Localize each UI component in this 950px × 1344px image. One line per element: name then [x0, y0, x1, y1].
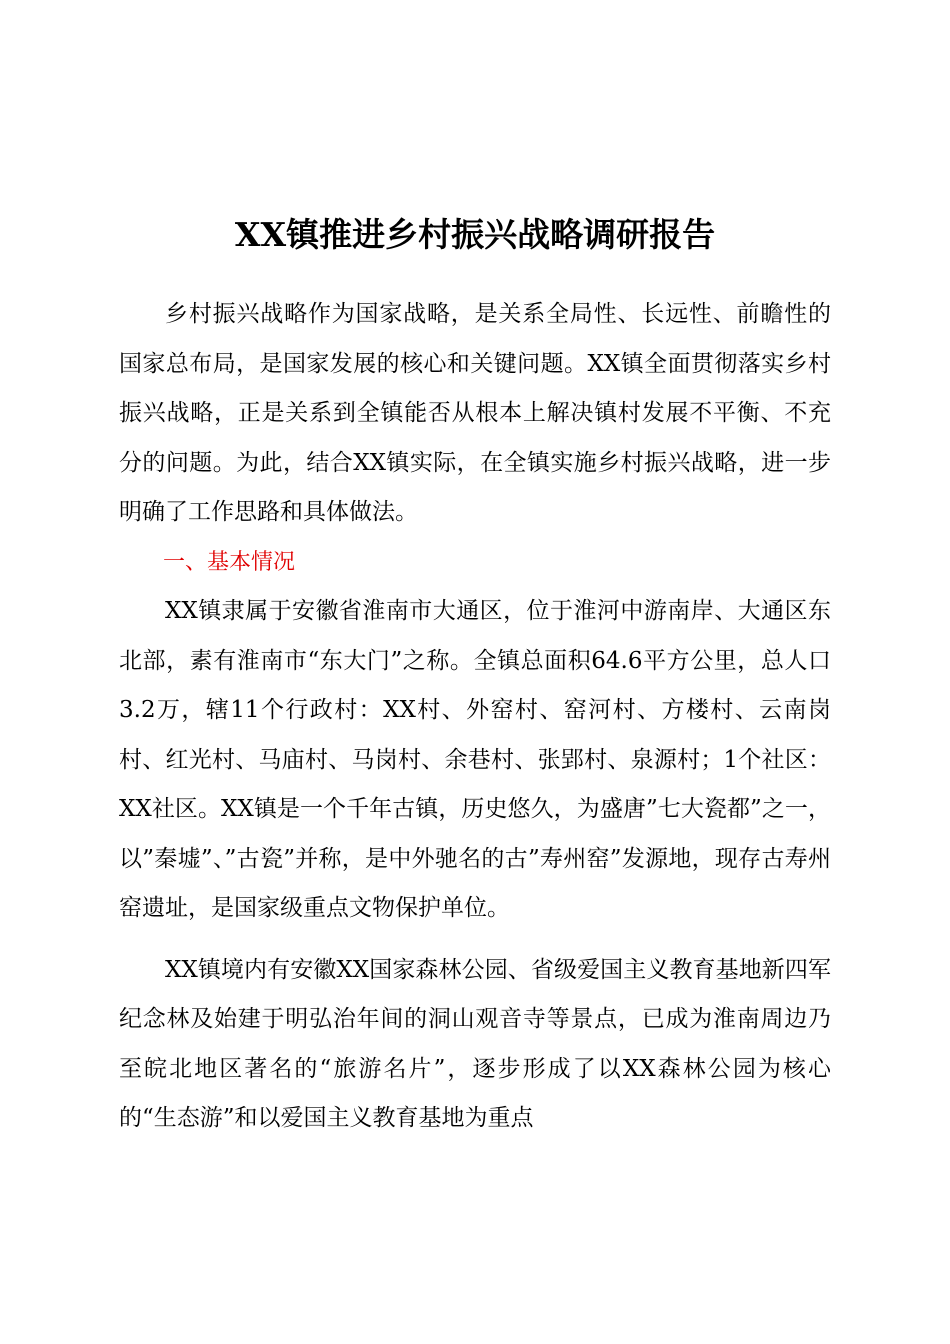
- paragraph-tourism: XX镇境内有安徽XX国家森林公园、省级爱国主义教育基地新四军纪念林及始建于明弘治年间的洞山观音寺等景点，已成为淮南周边乃至皖北地区著名的“旅游名片”，逐步形成了以XX森林公园为核心的“生态游”和以爱国主义教育基地为重点: [119, 956, 831, 1131]
- paragraph-intro: 乡村振兴战略作为国家战略，是关系全局性、长远性、前瞻性的国家总布局，是国家发展的核心和关键问题。XX镇全面贯彻落实乡村振兴战略，正是关系到全镇能否从根本上解决镇村发展不平衡、不充分的问题。为此，结合XX镇实际，在全镇实施乡村振兴战略，进一步明确了工作思路和具体做法。: [119, 301, 831, 525]
- document-body: [119, 290, 831, 1144]
- document-title: XX镇推进乡村振兴战略调研报告: [234, 215, 716, 254]
- paragraph-basic-info: XX镇隶属于安徽省淮南市大通区，位于淮河中游南岸、大通区东北部，素有淮南市“东大门”之称。全镇总面积64.6平方公里，总人口3.2万，辖11个行政村：XX村、外窑村、窑河村、方楼村、云南岗村、红光村、马庙村、马岗村、余巷村、张郢村、泉源村；1个社区：XX社区。XX镇是一个千年古镇，历史悠久，为盛唐”七大瓷都”之一，以”秦墟”、”古瓷”并称，是中外驰名的古”寿州窑”发源地，现存古寿州窑遗址，是国家级重点文物保护单位。: [119, 598, 831, 921]
- section-heading: 一、基本情况: [163, 549, 296, 575]
